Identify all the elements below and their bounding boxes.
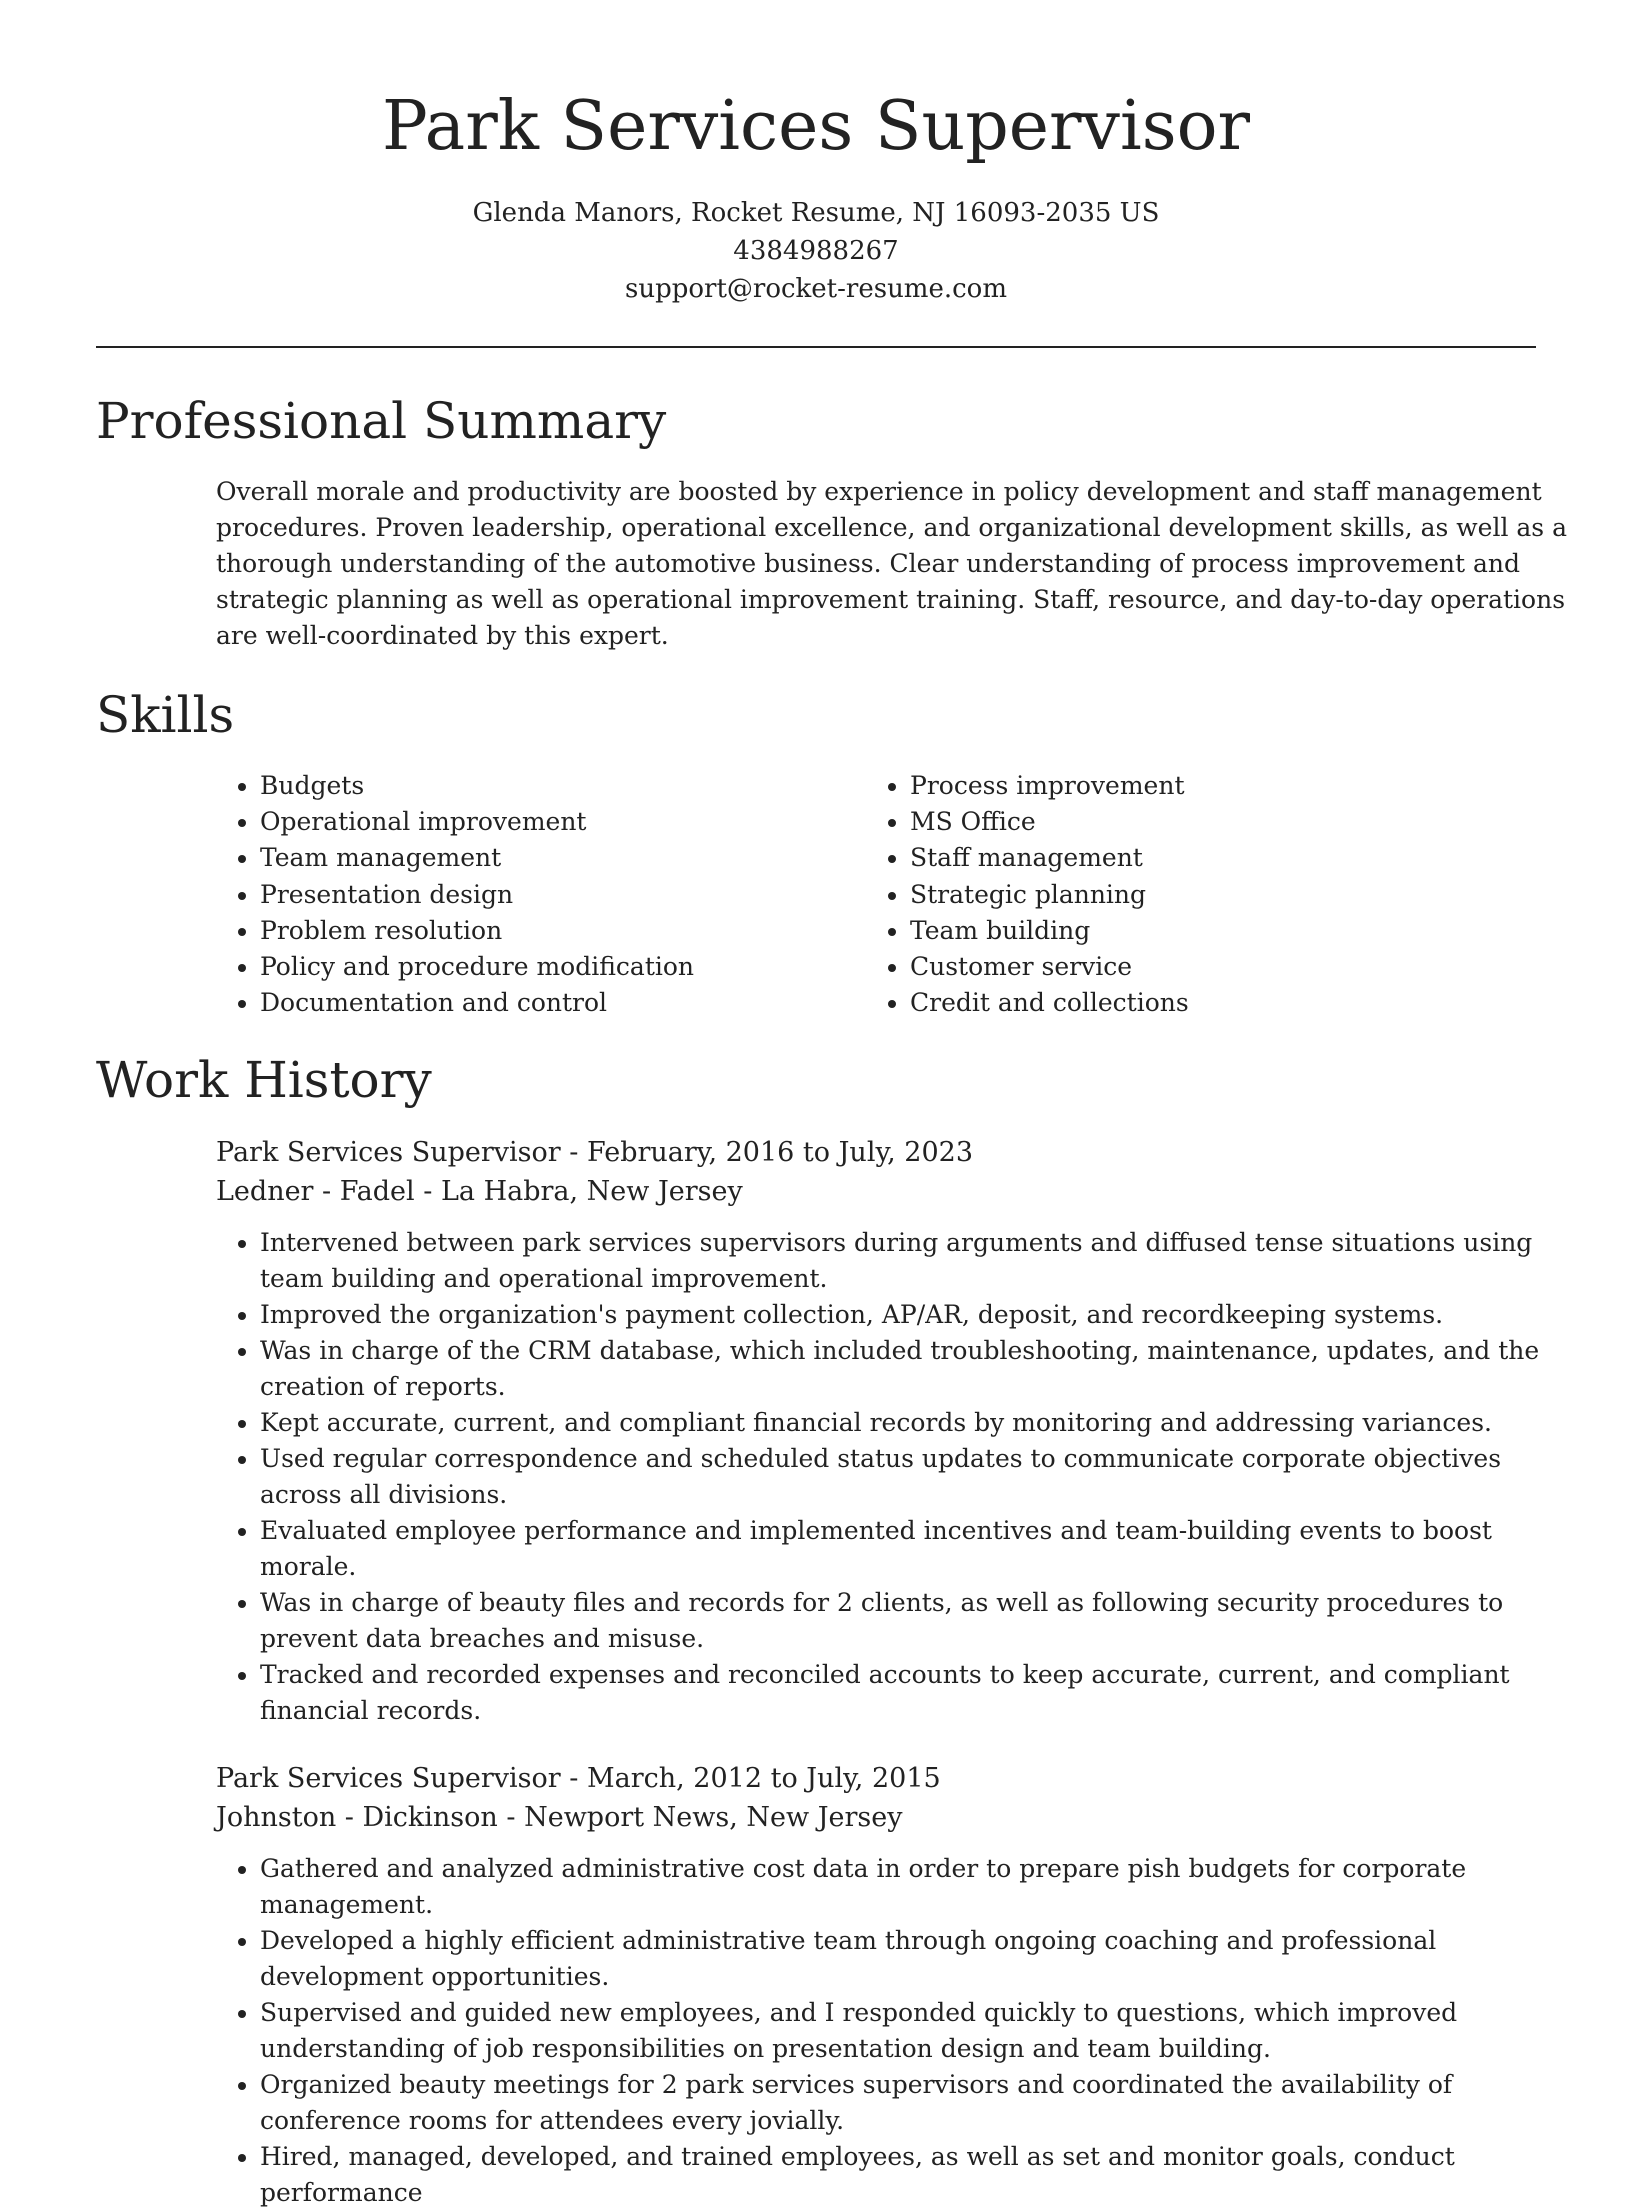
job-entry (216, 1759, 1580, 2211)
job-bullet: • Organized beauty meetings for 2 park services supervisors and coordinated the availability of conference rooms for attendees every jovially. (260, 2067, 1580, 2139)
page-title: Park Services Supervisor (381, 87, 1251, 166)
skill-item: • Budgets (260, 768, 866, 804)
job-bullet: • Was in charge of the CRM database, which included troubleshooting, maintenance, updates, and the creation of reports. (260, 1333, 1580, 1405)
skill-item: • Process improvement (910, 768, 1516, 804)
skill-item: • Team building (910, 913, 1516, 949)
resume-header (0, 0, 1632, 308)
job-company: Ledner - Fadel (216, 1176, 415, 1208)
contact-phone: 4384988267 (733, 236, 899, 266)
summary-text: Overall morale and productivity are boosted by experience in policy development and staff management procedures. Proven leadership, operational excellence, and organizational development skills, as well as a thorough understanding of the automotive business. Clear understanding of process improvement and strategic planning as well as operational improvement training. Staff, resource, and day-to-day operations are well-coordinated by this expert. (216, 477, 1567, 650)
job-bullet: • Intervened between park services supervisors during arguments and diffused tense situations using team building and operational improvement. (260, 1225, 1580, 1297)
job-company-line: Ledner - Fadel - La Habra, New Jersey (216, 1176, 743, 1208)
job-bullet: • Hired, managed, developed, and trained employees, as well as set and monitor goals, conduct performance (260, 2139, 1580, 2211)
job-bullets (216, 1851, 1580, 2211)
job-dates: February, 2016 to July, 2023 (586, 1137, 973, 1169)
skills-list (216, 768, 1632, 1021)
job-bullet: • Used regular correspondence and scheduled status updates to communicate corporate objectives across all divisions. (260, 1441, 1580, 1513)
skill-item: • Problem resolution (260, 913, 866, 949)
job-dates: March, 2012 to July, 2015 (586, 1763, 941, 1795)
contact-email: support@rocket-resume.com (624, 274, 1007, 304)
contact-address: Glenda Manors, Rocket Resume, NJ 16093-2035 US (472, 198, 1160, 228)
job-company: Johnston - Dickinson (216, 1802, 498, 1834)
job-location: Newport News, New Jersey (524, 1802, 903, 1834)
summary-heading: Professional Summary (96, 392, 667, 450)
skill-item: • Team management (260, 840, 866, 876)
job-title-line: Park Services Supervisor - February, 2016 to July, 2023 (216, 1137, 973, 1169)
skill-item: • Strategic planning (910, 877, 1516, 913)
skill-item: • Operational improvement (260, 804, 866, 840)
job-bullet: • Kept accurate, current, and compliant financial records by monitoring and addressing variances. (260, 1405, 1580, 1441)
skills-column-right (866, 768, 1516, 1021)
job-bullet: • Supervised and guided new employees, and I responded quickly to questions, which improved understanding of job responsibilities on presentation design and team building. (260, 1995, 1580, 2067)
job-title-line: Park Services Supervisor - March, 2012 to July, 2015 (216, 1763, 941, 1795)
job-bullet: • Evaluated employee performance and implemented incentives and team-building events to boost morale. (260, 1513, 1580, 1585)
job-location: La Habra, New Jersey (440, 1176, 743, 1208)
skills-column-left (216, 768, 866, 1021)
job-company-line: Johnston - Dickinson - Newport News, New Jersey (216, 1802, 903, 1834)
header-divider (96, 346, 1536, 348)
job-entry (216, 1133, 1580, 1729)
skill-item: • MS Office (910, 804, 1516, 840)
work-history-heading: Work History (96, 1051, 432, 1110)
skill-item: • Documentation and control (260, 985, 866, 1021)
skill-item: • Credit and collections (910, 985, 1516, 1021)
skill-item: • Staff management (910, 840, 1516, 876)
job-bullet: • Developed a highly efficient administrative team through ongoing coaching and professional development opportunities. (260, 1923, 1580, 1995)
job-title: Park Services Supervisor (216, 1137, 561, 1169)
skill-item: • Presentation design (260, 877, 866, 913)
job-bullet: • Improved the organization's payment collection, AP/AR, deposit, and recordkeeping systems. (260, 1297, 1580, 1333)
job-bullet: • Was in charge of beauty files and records for 2 clients, as well as following security procedures to prevent data breaches and misuse. (260, 1585, 1580, 1657)
job-bullet: • Tracked and recorded expenses and reconciled accounts to keep accurate, current, and compliant financial records. (260, 1657, 1580, 1729)
skill-item: • Customer service (910, 949, 1516, 985)
skills-heading: Skills (96, 686, 235, 744)
job-bullets (216, 1225, 1580, 1729)
job-title: Park Services Supervisor (216, 1763, 561, 1795)
contact-block (0, 194, 1632, 308)
job-bullet: • Gathered and analyzed administrative cost data in order to prepare pish budgets for corporate management. (260, 1851, 1580, 1923)
skill-item: • Policy and procedure modification (260, 949, 866, 985)
